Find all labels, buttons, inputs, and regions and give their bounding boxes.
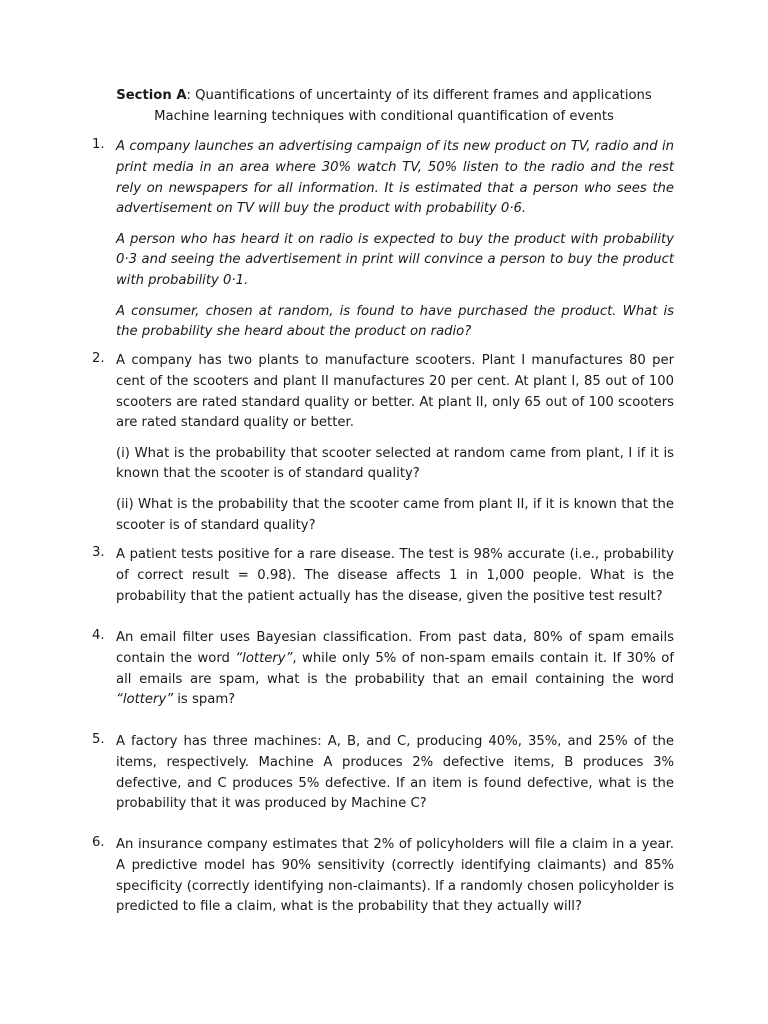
section-heading: [0, 86, 768, 106]
question-number: 2.: [92, 351, 105, 366]
question-text: A person who has heard it on radio is expected to buy the product with probability 0·3 and seeing the advertisement in print will convince a person to buy the product with probability 0·1.: [116, 231, 674, 289]
question-number: 3.: [92, 545, 105, 560]
question-number: 6.: [92, 835, 105, 850]
question-number: 5.: [92, 732, 105, 747]
question-number: 1.: [92, 137, 105, 152]
text-run: An email filter uses Bayesian classification. From past data, 80% of spam emails contain the word: [116, 630, 674, 666]
sub-question: (ii) What is the probability that the scooter came from plant II, if it is known that the scooter is of standard quality?: [116, 496, 674, 533]
section-title: : Quantifications of uncertainty of its different frames and applications: [186, 88, 652, 103]
keyword-lottery: “lottery”: [116, 692, 174, 708]
question-2: [92, 351, 674, 536]
text-run: , while only 5% of non-spam emails contain it. If 30% of all emails are spam, what is the probability that an email containing the word: [116, 650, 674, 687]
section-label: Section A: [116, 88, 187, 103]
question-text: A consumer, chosen at random, is found to have purchased the product. What is the probability she heard about the product on radio?: [116, 303, 674, 340]
question-3: [92, 545, 674, 607]
keyword-lottery: “lottery”: [235, 650, 293, 666]
question-text: A factory has three machines: A, B, and C, producing 40%, 35%, and 25% of the items, respectively. Machine A produces 2% defective items, B produces 3% defective, and C produces 5% defective. If an item is found defective, what is the probability that it was produced by Machine C?: [116, 734, 674, 812]
question-text: [116, 628, 674, 711]
question-4: [92, 628, 674, 711]
section-subtitle: Machine learning techniques with conditional quantification of events: [154, 109, 614, 124]
question-text: An insurance company estimates that 2% of policyholders will file a claim in a year. A predictive model has 90% sensitivity (correctly identifying claimants) and 85% specificity (correctly identifying non-claimants). If a randomly chosen policyholder is predicted to file a claim, what is the probability that they actually will?: [116, 837, 674, 915]
question-text: A patient tests positive for a rare disease. The test is 98% accurate (i.e., probability of correct result = 0.98). The disease affects 1 in 1,000 people. What is the probability that the patient actually has the disease, given the positive test result?: [116, 547, 674, 604]
question-text: A company has two plants to manufacture scooters. Plant I manufactures 80 per cent of the scooters and plant II manufactures 20 per cent. At plant I, 85 out of 100 scooters are rated standard quality or better. At plant II, only 65 out of 100 scooters are rated standard quality or better.: [116, 353, 674, 431]
question-text: A company launches an advertising campaign of its new product on TV, radio and in print media in an area where 30% watch TV, 50% listen to the radio and the rest rely on newspapers for all information. It is estimated that a person who sees the advertisement on TV will buy the product with probability 0·6.: [116, 139, 674, 217]
text-run: is spam?: [173, 692, 236, 708]
sub-question: (i) What is the probability that scooter selected at random came from plant, I if it is known that the scooter is of standard quality?: [116, 445, 674, 482]
question-1: [92, 137, 674, 343]
question-6: [92, 835, 674, 918]
question-number: 4.: [92, 628, 105, 643]
question-5: [92, 732, 674, 815]
